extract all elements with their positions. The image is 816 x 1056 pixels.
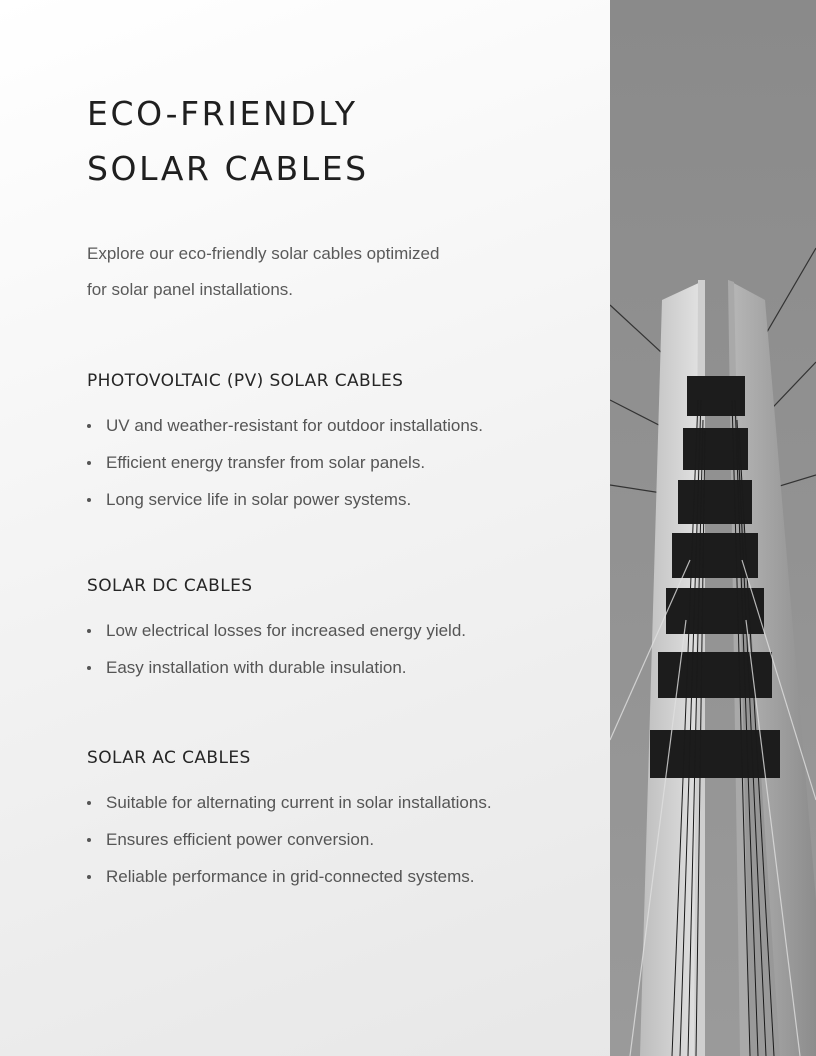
- list-item: [87, 481, 587, 518]
- list-item: [87, 821, 587, 858]
- list-item-text: Suitable for alternating current in solar installations.: [106, 793, 492, 812]
- section-heading: PHOTOVOLTAIC (PV) SOLAR CABLES: [87, 371, 404, 391]
- bullet-icon: [87, 838, 91, 842]
- list-item: [87, 784, 587, 821]
- list-item-text: UV and weather-resistant for outdoor installations.: [106, 416, 484, 435]
- list-item: [87, 649, 587, 686]
- list-item-text: Easy installation with durable insulation.: [106, 658, 407, 677]
- list-item-text: Low electrical losses for increased energy yield.: [106, 621, 467, 640]
- bullet-icon: [87, 498, 91, 502]
- title-line: ECO-FRIENDLY: [87, 94, 358, 133]
- bridge-pylon-image: [610, 0, 816, 1056]
- list-item-text: Reliable performance in grid-connected systems.: [106, 867, 475, 886]
- bullet-icon: [87, 461, 91, 465]
- list-item: [87, 444, 587, 481]
- list-item-text: Ensures efficient power conversion.: [106, 830, 375, 849]
- feature-list: [87, 407, 587, 518]
- intro-line: Explore our eco-friendly solar cables optimized: [87, 244, 440, 263]
- intro-text: [87, 236, 547, 308]
- title-line: SOLAR CABLES: [87, 149, 369, 188]
- bridge-photo: [610, 0, 816, 1056]
- bullet-icon: [87, 629, 91, 633]
- section-heading: SOLAR DC CABLES: [87, 576, 253, 596]
- section-ac-cables: [87, 746, 587, 895]
- bullet-icon: [87, 801, 91, 805]
- intro-line: for solar panel installations.: [87, 280, 294, 299]
- feature-list: [87, 612, 587, 686]
- bullet-icon: [87, 666, 91, 670]
- list-item: [87, 858, 587, 895]
- list-item-text: Long service life in solar power systems.: [106, 490, 412, 509]
- feature-list: [87, 784, 587, 895]
- bullet-icon: [87, 424, 91, 428]
- list-item: [87, 407, 587, 444]
- section-dc-cables: [87, 574, 587, 686]
- list-item: [87, 612, 587, 649]
- list-item-text: Efficient energy transfer from solar panels.: [106, 453, 426, 472]
- section-pv-cables: [87, 369, 587, 518]
- section-heading: SOLAR AC CABLES: [87, 748, 251, 768]
- page-title: [87, 86, 567, 196]
- bullet-icon: [87, 875, 91, 879]
